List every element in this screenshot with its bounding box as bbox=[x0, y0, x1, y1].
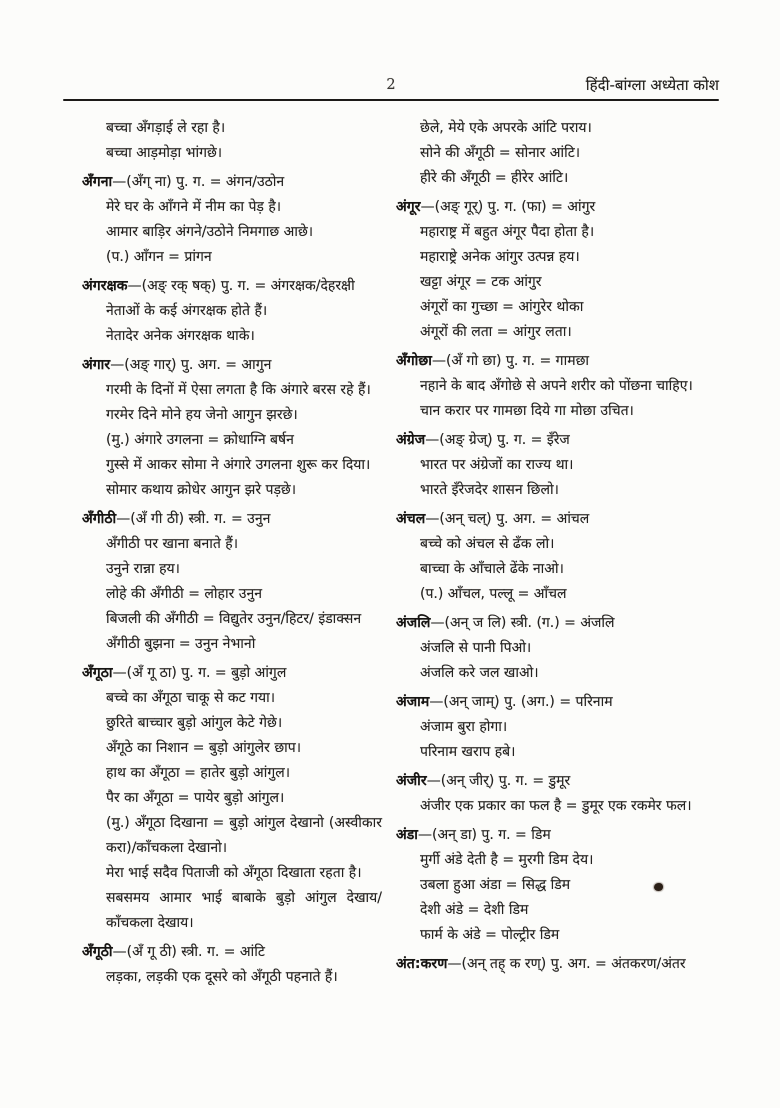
entry-headword: अँगीठी bbox=[82, 511, 117, 527]
line-text: अंजीर एक प्रकार का फल है = डुमूर एक रकमेर फल। bbox=[420, 798, 692, 814]
dictionary-body-line bbox=[82, 195, 382, 220]
right-column bbox=[392, 116, 732, 1068]
dictionary-entry-headline bbox=[396, 349, 730, 374]
dictionary-body-line bbox=[82, 811, 382, 861]
line-text: बच्चा अँगड़ाई ले रहा है। bbox=[106, 120, 226, 136]
line-text: —(अङ् ग्रेज्) पु. ग. = इँरेज bbox=[425, 432, 570, 448]
dictionary-body-line bbox=[396, 898, 730, 923]
dictionary-body-line bbox=[82, 965, 382, 990]
line-text: बिजली की अँगीठी = विद्युतेर उनुन/हिटर/ इंडाक्सन bbox=[106, 611, 362, 627]
line-text: —(अन् चल्) पु. अग. = आंचल bbox=[425, 511, 590, 527]
line-text: (मु.) अंगारे उगलना = क्रोधाग्नि बर्षन bbox=[106, 432, 294, 448]
dictionary-content bbox=[52, 116, 732, 1068]
dictionary-entry-headline bbox=[396, 769, 730, 794]
line-text: हाथ का अँगूठा = हातेर बुड़ो आंगुल। bbox=[106, 765, 291, 781]
dictionary-body-line bbox=[82, 786, 382, 811]
dictionary-entry-headline bbox=[82, 353, 382, 378]
line-text: उनुने रान्ना हय। bbox=[106, 561, 180, 577]
dictionary-body-line bbox=[82, 557, 382, 582]
dictionary-body-line bbox=[396, 532, 730, 557]
line-text: —(अँ गू ठी) स्त्री. ग. = आंटि bbox=[112, 944, 265, 960]
line-text: नेतादेर अनेक अंगरक्षक थाके। bbox=[106, 328, 255, 344]
dictionary-body-line bbox=[396, 478, 730, 503]
line-text: —(अङ् गार्) पु. अग. = आगुन bbox=[110, 357, 272, 373]
entry-headword: अंत:करण bbox=[396, 956, 448, 972]
dictionary-body-line bbox=[396, 848, 730, 873]
line-text: —(अन् ज लि) स्त्री. (ग.) = अंजलि bbox=[430, 615, 615, 631]
entry-headword: अंग्रेज bbox=[396, 432, 426, 448]
line-text: महाराष्ट्रे अनेक आंगुर उत्पन्न हय। bbox=[420, 249, 580, 265]
ink-dot-artifact bbox=[654, 883, 663, 891]
line-text: महाराष्ट्र में बहुत अंगूर पैदा होता है। bbox=[420, 224, 595, 240]
line-text: (मु.) अँगूठा दिखाना = बुड़ो आंगुल देखानो (अस्वीकार करा)/काँचकला देखानो। bbox=[106, 815, 382, 856]
dictionary-body-line bbox=[396, 374, 730, 399]
dictionary-body-line bbox=[82, 478, 382, 503]
line-text: बच्चा आड़मोड़ा भांगछे। bbox=[106, 145, 223, 161]
dictionary-entry-headline bbox=[82, 507, 382, 532]
dictionary-body-line bbox=[396, 636, 730, 661]
dictionary-body-line bbox=[396, 399, 730, 424]
line-text: बच्चे का अँगूठा चाकू से कट गया। bbox=[106, 690, 276, 706]
line-text: अँगूठे का निशान = बुड़ो आंगुलेर छाप। bbox=[106, 740, 302, 756]
dictionary-entry-headline bbox=[82, 274, 382, 299]
line-text: चान करार पर गामछा दिये गा मोछा उचित। bbox=[420, 403, 634, 419]
dictionary-body-line bbox=[396, 220, 730, 245]
dictionary-body-line bbox=[82, 453, 382, 478]
dictionary-entry-headline bbox=[396, 823, 730, 848]
line-text: —(अन् डा) पु. ग. = डिम bbox=[418, 827, 551, 843]
dictionary-body-line bbox=[82, 324, 382, 349]
dictionary-entry-headline bbox=[396, 195, 730, 220]
dictionary-body-line bbox=[82, 711, 382, 736]
line-text: उबला हुआ अंडा = सिद्ध डिम bbox=[420, 877, 571, 893]
running-title: हिंदी-बांग्ला अध्येता कोश bbox=[585, 76, 719, 94]
entry-headword: अंजीर bbox=[396, 773, 427, 789]
entry-headword: अंचल bbox=[396, 511, 426, 527]
dictionary-entry-headline bbox=[396, 507, 730, 532]
dictionary-body-line bbox=[396, 582, 730, 607]
line-text: —(अन् जाम्) पु. (अग.) = परिनाम bbox=[429, 694, 613, 710]
line-text: फार्म के अंडे = पोल्ट्रीर डिम bbox=[420, 927, 560, 943]
dictionary-body-line bbox=[82, 861, 382, 886]
dictionary-body-line bbox=[396, 116, 730, 141]
line-text: —(अन् तह् क रण्) पु. अग. = अंतकरण/अंतर bbox=[447, 956, 686, 972]
line-text: बाच्चा के आँचाले ढेंके नाओ। bbox=[420, 561, 564, 577]
dictionary-entry-headline bbox=[82, 170, 382, 195]
dictionary-entry-headline bbox=[396, 428, 730, 453]
line-text: लड़का, लड़की एक दूसरे को अँगूठी पहनाते हैं। bbox=[106, 969, 338, 985]
line-text: खट्टा अंगूर = टक आंगुर bbox=[420, 274, 542, 290]
entry-headword: अँगूठी bbox=[82, 944, 113, 960]
line-text: भारत पर अंग्रेजों का राज्य था। bbox=[420, 457, 574, 473]
line-text: छेले, मेये एके अपरके आंटि पराय। bbox=[420, 120, 592, 136]
line-text: देशी अंडे = देशी डिम bbox=[420, 902, 529, 918]
dictionary-body-line bbox=[396, 320, 730, 345]
dictionary-body-line bbox=[396, 270, 730, 295]
line-text: पैर का अँगूठा = पायेर बुड़ो आंगुल। bbox=[106, 790, 285, 806]
line-text: अंजलि करे जल खाओ। bbox=[420, 665, 539, 681]
line-text: अँगीठी पर खाना बनाते हैं। bbox=[106, 536, 239, 552]
dictionary-body-line bbox=[82, 686, 382, 711]
line-text: —(अन् जीर्) पु. ग. = डुमूर bbox=[426, 773, 571, 789]
line-text: (प.) आँचल, पल्लू = आँचल bbox=[420, 586, 567, 602]
line-text: मुर्गी अंडे देती है = मुरगी डिम देय। bbox=[420, 852, 594, 868]
dictionary-body-line bbox=[396, 873, 730, 898]
dictionary-entry-headline bbox=[82, 940, 382, 965]
dictionary-body-line bbox=[82, 632, 382, 657]
dictionary-body-line bbox=[396, 923, 730, 948]
dictionary-body-line bbox=[82, 378, 382, 403]
dictionary-body-line bbox=[82, 582, 382, 607]
line-text: मेरा भाई सदैव पिताजी को अँगूठा दिखाता रहता है। bbox=[106, 865, 362, 881]
entry-headword: अँगना bbox=[82, 174, 113, 190]
line-text: —(अँ गो छा) पु. ग. = गामछा bbox=[431, 353, 590, 369]
header-rule bbox=[63, 99, 719, 101]
line-text: छुरिते बाच्चार बुड़ो आंगुल केटे गेछे। bbox=[106, 715, 283, 731]
dictionary-entry-headline bbox=[396, 690, 730, 715]
dictionary-body-line bbox=[82, 761, 382, 786]
dictionary-body-line bbox=[396, 295, 730, 320]
dictionary-body-line bbox=[396, 245, 730, 270]
dictionary-body-line bbox=[82, 428, 382, 453]
line-text: अंगूरों का गुच्छा = आंगुरेर थोका bbox=[420, 299, 584, 315]
entry-headword: अंगार bbox=[82, 357, 111, 373]
line-text: भारते इँरेजदेर शासन छिलो। bbox=[420, 482, 559, 498]
dictionary-body-line bbox=[396, 557, 730, 582]
dictionary-body-line bbox=[396, 453, 730, 478]
dictionary-body-line bbox=[396, 715, 730, 740]
dictionary-body-line bbox=[396, 794, 730, 819]
line-text: —(अँ गी ठी) स्त्री. ग. = उनुन bbox=[116, 511, 271, 527]
line-text: लोहे की अँगीठी = लोहार उनुन bbox=[106, 586, 262, 602]
line-text: अंजलि से पानी पिओ। bbox=[420, 640, 532, 656]
line-text: परिनाम खराप हबे। bbox=[420, 744, 516, 760]
dictionary-body-line bbox=[82, 245, 382, 270]
page-header bbox=[63, 74, 719, 96]
dictionary-body-line bbox=[396, 166, 730, 191]
line-text: आमार बाड़िर अंगने/उठोने निमगाछ आछे। bbox=[106, 224, 314, 240]
left-column bbox=[52, 116, 392, 1068]
line-text: गुस्से में आकर सोमा ने अंगारे उगलना शुरू कर दिया। bbox=[106, 457, 371, 473]
line-text: बच्चे को अंचल से ढँक लो। bbox=[420, 536, 555, 552]
dictionary-entry-headline bbox=[396, 952, 730, 977]
dictionary-body-line bbox=[82, 886, 382, 936]
dictionary-body-line bbox=[82, 607, 382, 632]
line-text: —(अङ् गूर्) पु. ग. (फा) = आंगुर bbox=[420, 199, 596, 215]
entry-headword: अंजलि bbox=[396, 615, 431, 631]
page-number: 2 bbox=[386, 77, 396, 93]
dictionary-body-line bbox=[82, 141, 382, 166]
line-text: नेताओं के कई अंगरक्षक होते हैं। bbox=[106, 303, 268, 319]
line-text: मेरे घर के आँगने में नीम का पेड़ है। bbox=[106, 199, 282, 215]
dictionary-body-line bbox=[82, 116, 382, 141]
dictionary-body-line bbox=[82, 736, 382, 761]
entry-headword: अंडा bbox=[396, 827, 419, 843]
line-text: —(अँग् ना) पु. ग. = अंगन/उठोन bbox=[112, 174, 285, 190]
dictionary-entry-headline bbox=[82, 661, 382, 686]
line-text: अंजाम बुरा होगा। bbox=[420, 719, 508, 735]
line-text: नहाने के बाद अँगोछे से अपने शरीर को पोंछना चाहिए। bbox=[420, 378, 693, 394]
line-text: सोमार कथाय क्रोधेर आगुन झरे पड़छे। bbox=[106, 482, 297, 498]
entry-headword: अँगूठा bbox=[82, 665, 113, 681]
line-text: —(अँ गू ठा) पु. ग. = बुड़ो आंगुल bbox=[112, 665, 287, 681]
line-text: सबसमय आमार भाई बाबाके बुड़ो आंगुल देखाय/काँचकला देखाय। bbox=[106, 890, 382, 931]
line-text: सोने की अँगूठी = सोनार आंटि। bbox=[420, 145, 581, 161]
dictionary-body-line bbox=[396, 661, 730, 686]
line-text: —(अङ् रक् षक्) पु. ग. = अंगरक्षक/देहरक्षी bbox=[127, 278, 355, 294]
line-text: गरमी के दिनों में ऐसा लगता है कि अंगारे बरस रहे हैं। bbox=[106, 382, 371, 398]
entry-headword: अंगरक्षक bbox=[82, 278, 128, 294]
dictionary-entry-headline bbox=[396, 611, 730, 636]
line-text: अंगूरों की लता = आंगुर लता। bbox=[420, 324, 572, 340]
line-text: अँगीठी बुझना = उनुन नेभानो bbox=[106, 636, 256, 652]
dictionary-body-line bbox=[82, 299, 382, 324]
dictionary-body-line bbox=[82, 403, 382, 428]
dictionary-body-line bbox=[82, 220, 382, 245]
dictionary-body-line bbox=[82, 532, 382, 557]
dictionary-body-line bbox=[396, 740, 730, 765]
line-text: (प.) आँगन = प्रांगन bbox=[106, 249, 212, 265]
entry-headword: अंगूर bbox=[396, 199, 421, 215]
entry-headword: अंजाम bbox=[396, 694, 430, 710]
line-text: गरमेर दिने मोने हय जेनो आगुन झरछे। bbox=[106, 407, 298, 423]
entry-headword: अँगोछा bbox=[396, 353, 432, 369]
line-text: हीरे की अँगूठी = हीरेर आंटि। bbox=[420, 170, 569, 186]
dictionary-body-line bbox=[396, 141, 730, 166]
